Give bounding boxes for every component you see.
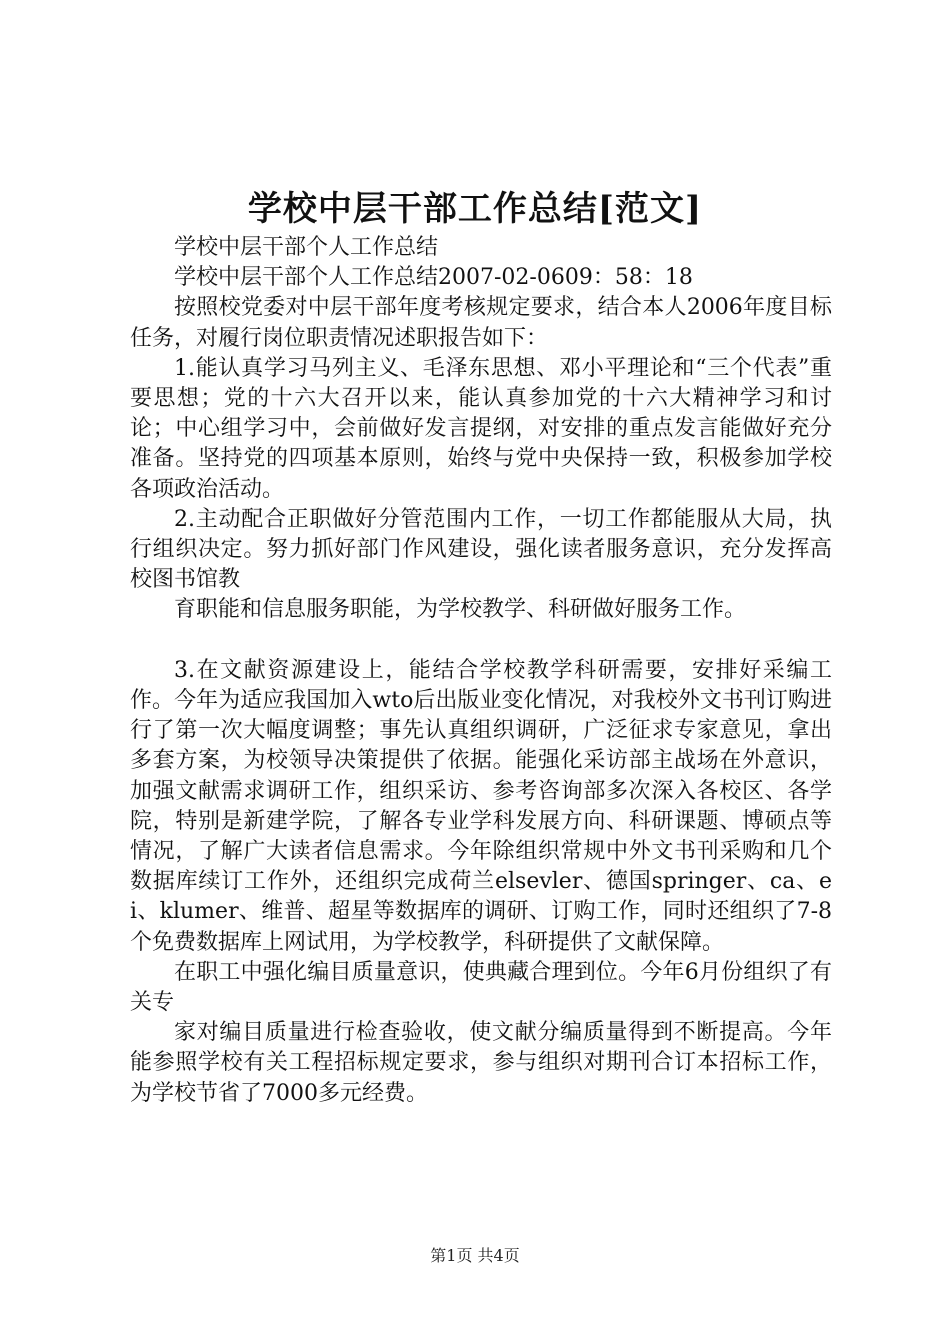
- paragraph-gap: [130, 626, 832, 656]
- paragraph-subtitle-date: 学校中层干部个人工作总结2007-02-0609：58：18: [174, 265, 693, 291]
- paragraph-item-1: 1.能认真学习马列主义、毛泽东思想、邓小平理论和“三个代表”重要思想；党的十六大召开以来，能认真参加党的十六大精神学习和讨论；中心组学习中，会前做好发言提纲，对安排的重点发言能做好充分准备。坚持党的四项基本原则，始终与党中央保持一致，积极参加学校各项政治活动。: [130, 355, 832, 502]
- page-footer: 第1页 共4页: [430, 1246, 520, 1265]
- paragraph-item-2-continued: 育职能和信息服务职能，为学校教学、科研做好服务工作。: [174, 597, 747, 623]
- paragraph-cataloging-continued: 家对编目质量进行检查验收，使文献分编质量得到不断提高。今年能参照学校有关工程招标规定要求，参与组织对期刊合订本招标工作，为学校节省了7000多元经费。: [130, 1020, 832, 1106]
- document-title: 学校中层干部工作总结[范文]: [247, 189, 703, 229]
- paragraph-cataloging: 在职工中强化编目质量意识，使典藏合理到位。今年6月份组织了有关专: [130, 959, 832, 1016]
- paragraph-intro: 按照校党委对中层干部年度考核规定要求，结合本人2006年度目标任务，对履行岗位职责情况述职报告如下：: [130, 295, 832, 351]
- document-body: [130, 233, 832, 1109]
- paragraph-subtitle: 学校中层干部个人工作总结: [174, 235, 439, 260]
- paragraph-item-3: 3.在文献资源建设上，能结合学校教学科研需要，安排好采编工作。今年为适应我国加入wto后出版业变化情况，对我校外文书刊订购进行了第一次大幅度调整；事先认真组织调研，广泛征求专家意见，拿出多套方案，为校领导决策提供了依据。能强化采访部主战场在外意识，加强文献需求调研工作，组织采访、参考咨询部多次深入各校区、各学院，特别是新建学院，了解各专业学科发展方向、科研课题、博硕点等情况，了解广大读者信息需求。今年除组织常规中外文书刊采购和几个数据库续订工作外，还组织完成荷兰elsevler、德国springer、ca、ei、klumer、维普、超星等数据库的调研、订购工作，同时还组织了7-8个免费数据库上网试用，为学校教学，科研提供了文献保障。: [130, 657, 832, 955]
- paragraph-item-2: 2.主动配合正职做好分管范围内工作，一切工作都能服从大局，执行组织决定。努力抓好部门作风建设，强化读者服务意识，充分发挥高校图书馆教: [130, 506, 832, 593]
